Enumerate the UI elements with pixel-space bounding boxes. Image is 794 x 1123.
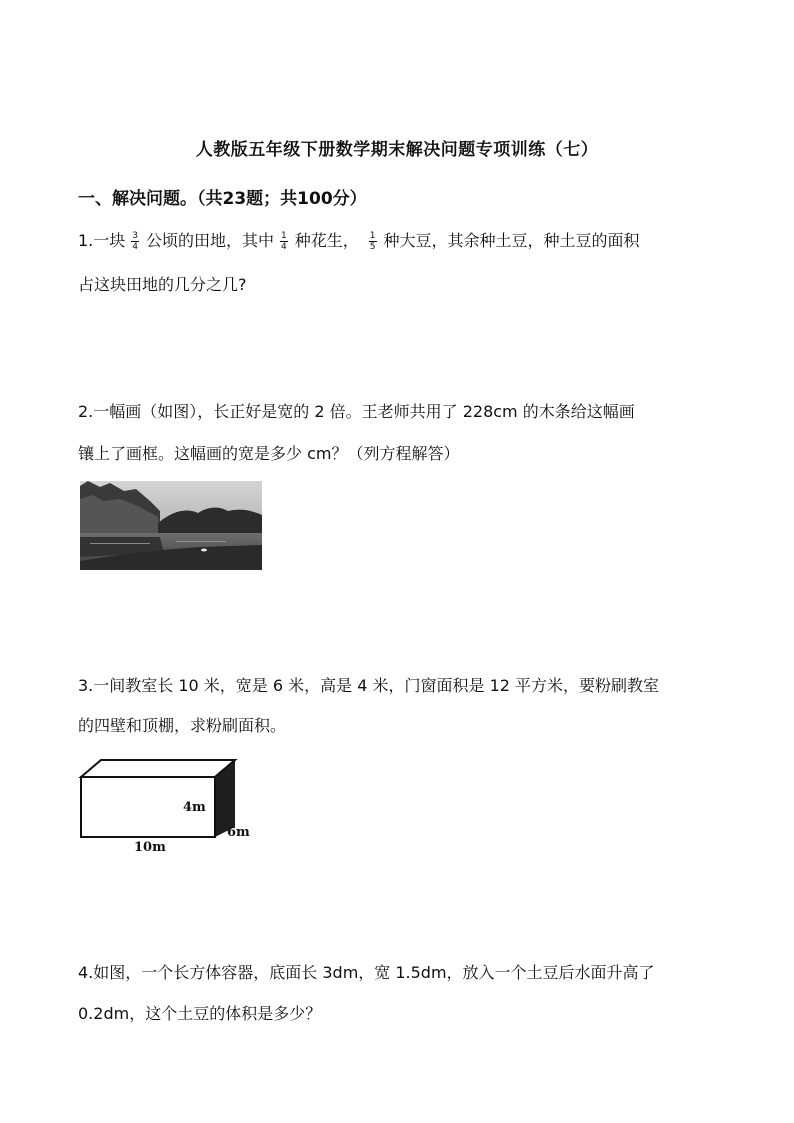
height-label: 4m	[183, 800, 206, 815]
fraction-one-fifth: $\frac{1}{5}$	[369, 231, 376, 252]
q1-prefix: 1.一块	[78, 231, 126, 250]
cuboid-diagram	[78, 756, 258, 856]
question-1-line-1	[78, 231, 640, 252]
question-4-line-2: 0.2dm，这个土豆的体积是多少？	[78, 1004, 322, 1023]
question-3-line-1: 3.一间教室长 10 米，宽是 6 米，高是 4 米，门窗面积是 12 平方米，要粉刷教室	[78, 676, 660, 695]
fraction-one-quarter: $\frac{1}{4}$	[281, 231, 287, 252]
painting-image	[80, 481, 262, 570]
length-label: 10m	[134, 840, 166, 855]
width-label: 6m	[227, 825, 250, 840]
question-3-line-2: 的四壁和顶棚，求粉刷面积。	[78, 716, 287, 735]
q1-mid-2: 种花生，	[294, 231, 359, 250]
fraction-three-quarters: $\frac{3}{4}$	[132, 231, 139, 252]
q1-suffix: 种大豆，其余种土豆，种土豆的面积	[383, 231, 640, 250]
question-4-line-1: 4.如图，一个长方体容器，底面长 3dm，宽 1.5dm，放入一个土豆后水面升高了	[78, 963, 655, 982]
question-1-line-2: 占这块田地的几分之几?	[78, 275, 247, 294]
page-title: 人教版五年级下册数学期末解决问题专项训练（七）	[195, 140, 599, 160]
question-2-line-1: 2.一幅画（如图），长正好是宽的 2 倍。王老师共用了 228cm 的木条给这幅画	[78, 402, 635, 421]
section-heading: 一、解决问题。（共23题；共100分）	[78, 189, 367, 209]
question-2-line-2: 镶上了画框。这幅画的宽是多少 cm？（列方程解答）	[78, 444, 460, 463]
q1-mid-1: 公顷的田地，其中	[146, 231, 275, 250]
